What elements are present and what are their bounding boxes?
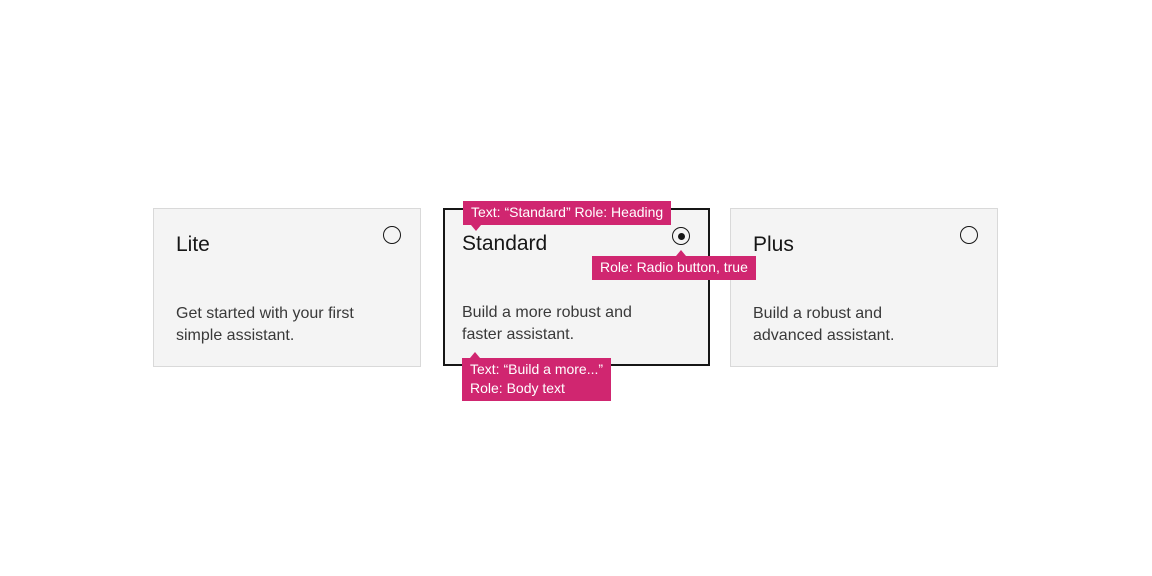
annotation-body-role-line1: Text: “Build a more...” <box>470 361 604 377</box>
tile-lite[interactable] <box>153 208 421 367</box>
annotation-pointer-down-icon <box>471 225 481 231</box>
annotation-pointer-up-icon <box>676 250 686 256</box>
tile-lite-description <box>176 303 354 347</box>
tile-standard-description-line2: faster assistant. <box>462 326 575 343</box>
tile-lite-description-line2: simple assistant. <box>176 327 295 344</box>
annotation-body-role-line2: Role: Body text <box>470 380 565 396</box>
tile-lite-description-line1: Get started with your first <box>176 305 354 322</box>
radio-button-lite[interactable] <box>383 226 401 244</box>
tile-plus-description <box>753 303 894 347</box>
annotation-radio-role <box>592 256 756 280</box>
tile-standard-description <box>462 302 632 346</box>
tile-plus[interactable] <box>730 208 998 367</box>
tile-plus-description-line2: advanced assistant. <box>753 327 895 344</box>
radio-selected-dot-icon <box>678 233 685 240</box>
tile-plus-description-line1: Build a robust and <box>753 305 882 322</box>
tile-standard-title: Standard <box>462 232 548 255</box>
tile-standard-description-line1: Build a more robust and <box>462 304 632 321</box>
annotation-pointer-up-icon <box>470 352 480 358</box>
tile-plus-title: Plus <box>753 233 794 256</box>
tile-lite-title: Lite <box>176 233 210 256</box>
radio-button-plus[interactable] <box>960 226 978 244</box>
tile-standard[interactable] <box>443 208 710 366</box>
annotation-heading-role <box>463 201 671 225</box>
radio-button-standard-checked[interactable] <box>672 227 690 245</box>
annotation-body-role <box>462 358 611 401</box>
annotation-radio-role-label: Role: Radio button, true <box>600 259 748 275</box>
annotation-heading-role-label: Text: “Standard” Role: Heading <box>471 204 664 220</box>
